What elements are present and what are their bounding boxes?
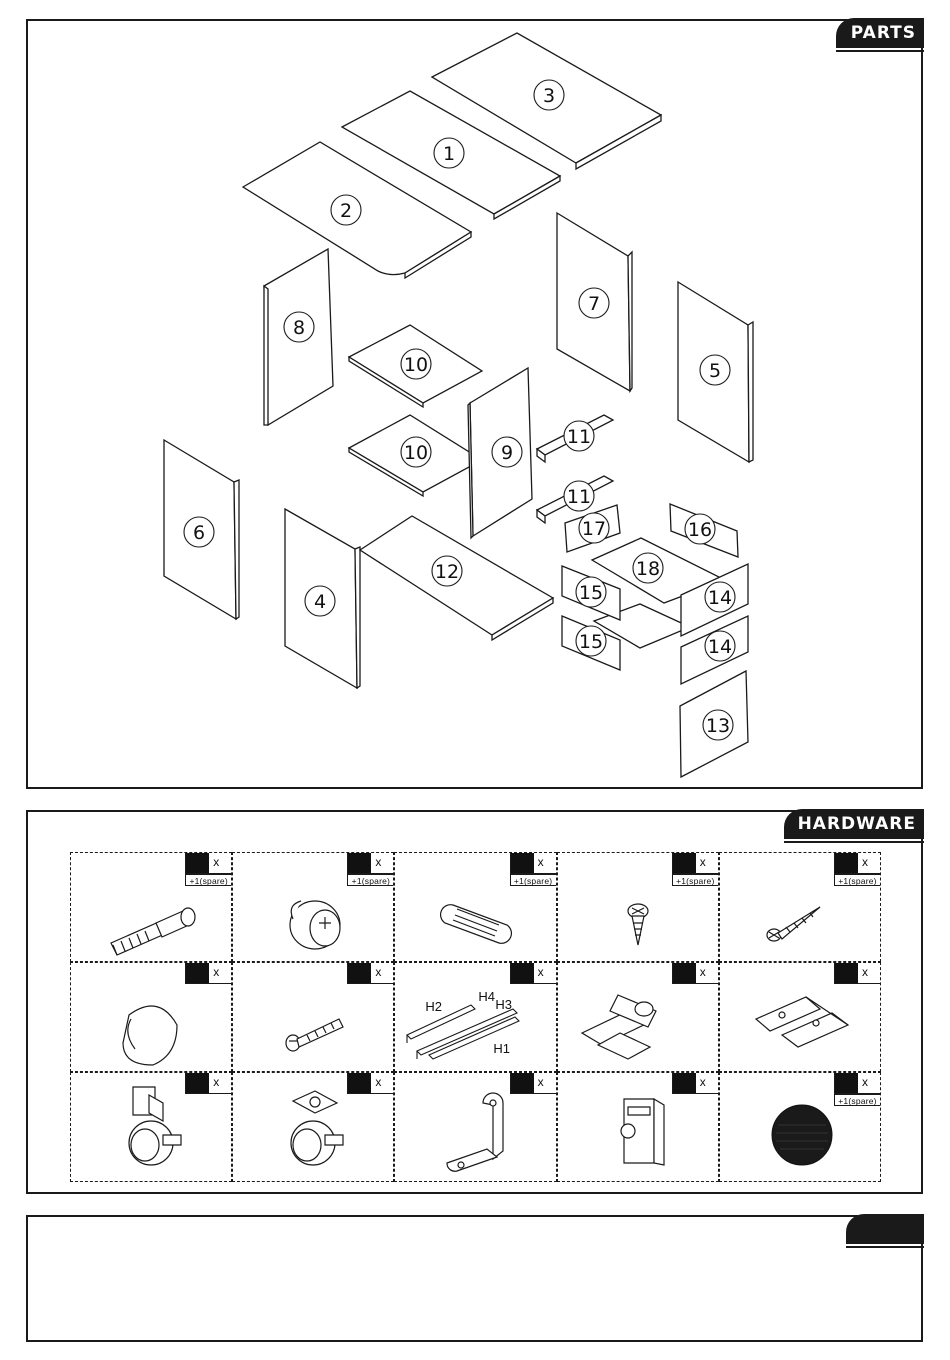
hardware-item <box>394 852 556 962</box>
quantity-multiplier: x <box>375 855 382 869</box>
quantity-blank <box>835 1073 858 1093</box>
quantity-box <box>834 1073 880 1094</box>
slide-part-label: H1 <box>493 1041 511 1056</box>
quantity-box <box>347 853 393 874</box>
hardware-item <box>232 1072 394 1182</box>
quantity-blank <box>673 853 696 873</box>
quantity-blank <box>511 853 534 873</box>
svg-text:14: 14 <box>707 636 733 658</box>
part-number-label <box>331 195 361 225</box>
quantity-box <box>834 853 880 874</box>
quantity-blank <box>348 1073 371 1093</box>
hardware-item <box>719 852 881 962</box>
part-number-label <box>705 631 735 661</box>
hardware-item <box>70 1072 232 1182</box>
hardware-item <box>719 1072 881 1182</box>
hardware-item <box>232 962 394 1072</box>
part-number-label <box>576 577 606 607</box>
quantity-blank <box>186 1073 209 1093</box>
quantity-box <box>185 1073 231 1094</box>
quantity-multiplier: x <box>375 965 382 979</box>
quantity-box <box>510 1073 556 1094</box>
spare-note: +1(spare) <box>834 1094 880 1106</box>
quantity-blank <box>835 963 858 983</box>
part-number-label <box>401 437 431 467</box>
svg-text:4: 4 <box>313 591 327 613</box>
spare-note: +1(spare) <box>672 874 718 886</box>
part-number-label <box>633 553 663 583</box>
part-number-label <box>576 626 606 656</box>
svg-text:11: 11 <box>566 426 592 448</box>
quantity-box <box>510 963 556 984</box>
slide-part-label: H2 <box>425 999 443 1014</box>
slide-part-label: H4 <box>478 989 496 1004</box>
quantity-blank <box>511 963 534 983</box>
quantity-multiplier: x <box>375 1075 382 1089</box>
notes-tab-underline <box>846 1246 924 1248</box>
svg-text:16: 16 <box>687 519 713 541</box>
svg-text:12: 12 <box>434 561 460 583</box>
hardware-item <box>719 962 881 1072</box>
quantity-blank <box>673 1073 696 1093</box>
quantity-blank <box>186 853 209 873</box>
quantity-multiplier: x <box>213 855 220 869</box>
part-number-label <box>492 437 522 467</box>
part-number-label <box>564 421 594 451</box>
svg-text:6: 6 <box>192 522 206 544</box>
part-number-label <box>703 710 733 740</box>
quantity-box <box>347 1073 393 1094</box>
svg-text:7: 7 <box>587 293 601 315</box>
part-number-label <box>305 586 335 616</box>
hardware-item <box>557 962 719 1072</box>
svg-text:15: 15 <box>578 631 604 653</box>
spare-note: +1(spare) <box>510 874 556 886</box>
quantity-box <box>347 963 393 984</box>
quantity-multiplier: x <box>537 965 544 979</box>
svg-text:18: 18 <box>635 558 661 580</box>
svg-text:11: 11 <box>566 486 592 508</box>
svg-text:13: 13 <box>705 715 731 737</box>
spare-note: +1(spare) <box>347 874 393 886</box>
svg-text:9: 9 <box>500 442 514 464</box>
spare-note: +1(spare) <box>185 874 231 886</box>
quantity-blank <box>511 1073 534 1093</box>
quantity-blank <box>348 963 371 983</box>
svg-text:8: 8 <box>292 317 306 339</box>
part-number-label <box>432 556 462 586</box>
quantity-box <box>185 963 231 984</box>
hardware-item <box>70 852 232 962</box>
svg-text:5: 5 <box>708 360 722 382</box>
quantity-box <box>672 853 718 874</box>
svg-text:10: 10 <box>403 442 429 464</box>
svg-text:10: 10 <box>403 354 429 376</box>
hardware-item <box>557 1072 719 1182</box>
part-number-label <box>434 138 464 168</box>
quantity-multiplier: x <box>861 855 868 869</box>
part-number-label <box>579 288 609 318</box>
quantity-multiplier: x <box>213 965 220 979</box>
quantity-blank <box>348 853 371 873</box>
svg-text:3: 3 <box>542 85 556 107</box>
quantity-box <box>185 853 231 874</box>
spare-note: +1(spare) <box>834 874 880 886</box>
hardware-tab-underline <box>784 841 924 843</box>
quantity-multiplier: x <box>699 855 706 869</box>
part-number-label <box>685 514 715 544</box>
hardware-grid <box>70 852 881 1182</box>
hardware-item <box>70 962 232 1072</box>
part-number-label <box>184 517 214 547</box>
quantity-box <box>834 963 880 984</box>
part-number-label <box>564 481 594 511</box>
hardware-item <box>394 962 556 1072</box>
quantity-multiplier: x <box>213 1075 220 1089</box>
quantity-blank <box>673 963 696 983</box>
svg-text:15: 15 <box>578 582 604 604</box>
part-number-label <box>705 582 735 612</box>
quantity-box <box>510 853 556 874</box>
hardware-item <box>557 852 719 962</box>
hardware-item <box>232 852 394 962</box>
quantity-box <box>672 963 718 984</box>
part-number-label <box>579 513 609 543</box>
hardware-tab: HARDWARE <box>784 809 924 839</box>
quantity-blank <box>835 853 858 873</box>
svg-text:1: 1 <box>442 143 456 165</box>
part-number-label <box>401 349 431 379</box>
svg-text:14: 14 <box>707 587 733 609</box>
quantity-multiplier: x <box>699 1075 706 1089</box>
quantity-blank <box>186 963 209 983</box>
part-number-label <box>700 355 730 385</box>
quantity-box <box>672 1073 718 1094</box>
svg-text:2: 2 <box>339 200 353 222</box>
quantity-multiplier: x <box>699 965 706 979</box>
part-number-label <box>284 312 314 342</box>
hardware-item <box>394 1072 556 1182</box>
quantity-multiplier: x <box>537 855 544 869</box>
part-number-label <box>534 80 564 110</box>
parts-tab: PARTS <box>836 18 924 48</box>
notes-tab <box>846 1214 924 1244</box>
notes-panel <box>26 1215 923 1342</box>
quantity-multiplier: x <box>537 1075 544 1089</box>
slide-part-label: H3 <box>495 997 513 1012</box>
svg-text:17: 17 <box>581 518 607 540</box>
quantity-multiplier: x <box>861 965 868 979</box>
quantity-multiplier: x <box>861 1075 868 1089</box>
